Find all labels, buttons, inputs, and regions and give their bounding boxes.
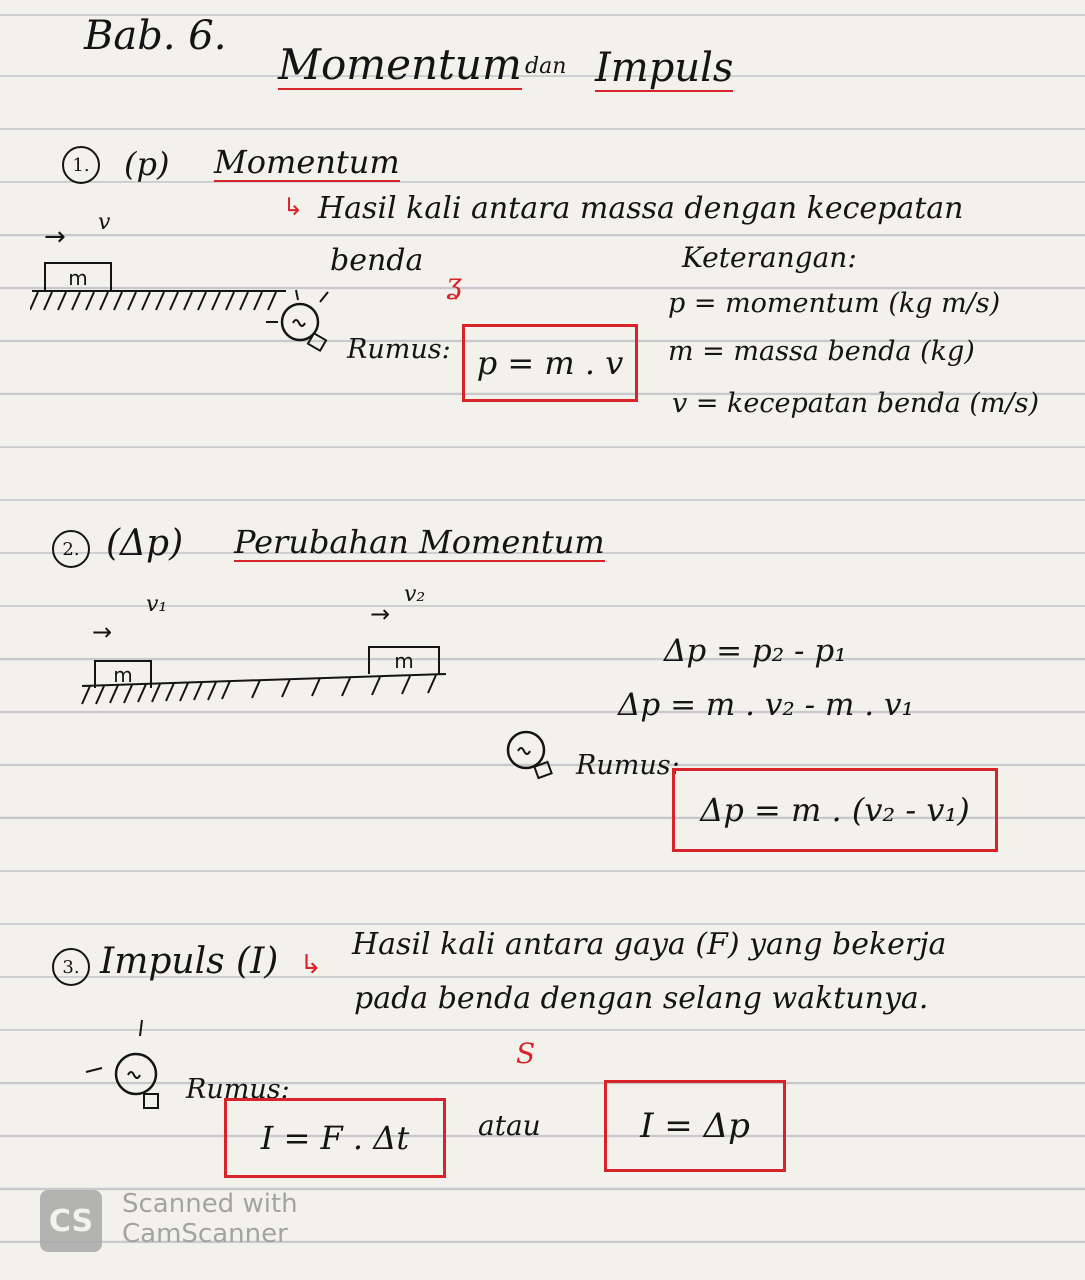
definition-text: benda [330,243,424,278]
velocity-arrow-icon: → [370,600,391,628]
watermark-text [122,1190,298,1250]
curly-arrow-icon: ʓ [446,267,462,300]
section-title: Perubahan Momentum [234,523,605,561]
formula-box: I = F . Δt [224,1098,446,1178]
ground-hatch [80,670,450,710]
section-symbol: (Δp) [106,523,184,564]
connector-word: atau [478,1109,541,1142]
velocity-label: v₂ [404,582,426,607]
chapter-label: Bab. 6. [84,13,227,59]
mass-block: m [44,262,112,292]
formula-box: I = Δp [604,1080,786,1172]
arrow-icon: ↳ [300,950,322,980]
section-symbol: (p) [124,145,170,183]
title-connector: dan [525,54,567,79]
arrow-icon: ↳ [283,193,304,221]
formula-box: p = m . v [462,324,638,402]
formula-label: Rumus: [186,1074,290,1105]
lightbulb-icon [496,724,566,790]
definition-text: Hasil kali antara gaya (F) yang bekerja [352,927,947,962]
definition-text: pada benda dengan selang waktunya. [354,981,929,1016]
legend-item: v = kecepatan benda (m/s) [672,388,1040,419]
formula-box: Δp = m . (v₂ - v₁) [672,768,998,852]
equation-line: Δp = m . v₂ - m . v₁ [618,687,914,723]
velocity-label: v₁ [146,592,168,617]
legend-heading: Keterangan: [682,241,857,274]
lightbulb-icon [262,288,342,364]
velocity-arrow-icon: → [44,222,66,252]
section-title: Impuls (I) [100,941,279,982]
page-title: Momentum [278,40,522,89]
mass-block: m [368,646,440,674]
section-title: Momentum [214,143,400,181]
mass-block: m [94,660,152,688]
definition-text: Hasil kali antara massa dengan kecepatan [318,191,964,226]
page-title-part2: Impuls [595,45,734,91]
equation-line: Δp = p₂ - p₁ [664,633,847,669]
watermark-line: Scanned with [122,1189,298,1219]
section-number: 2. [52,530,90,568]
camscanner-logo: CS [40,1190,102,1252]
formula-label: Rumus: [576,750,680,781]
legend-item: m = massa benda (kg) [668,336,975,367]
velocity-label: v [98,210,111,235]
formula-label: Rumus: [347,334,451,365]
section-number: 1. [62,146,100,184]
ground-hatch [30,288,290,318]
curly-arrow-icon: S [516,1037,536,1070]
legend-item: p = momentum (kg m/s) [668,288,1001,319]
lightbulb-icon [82,1018,178,1128]
watermark-line: CamScanner [122,1218,288,1249]
velocity-arrow-icon: → [92,618,113,646]
section-number: 3. [52,948,90,986]
